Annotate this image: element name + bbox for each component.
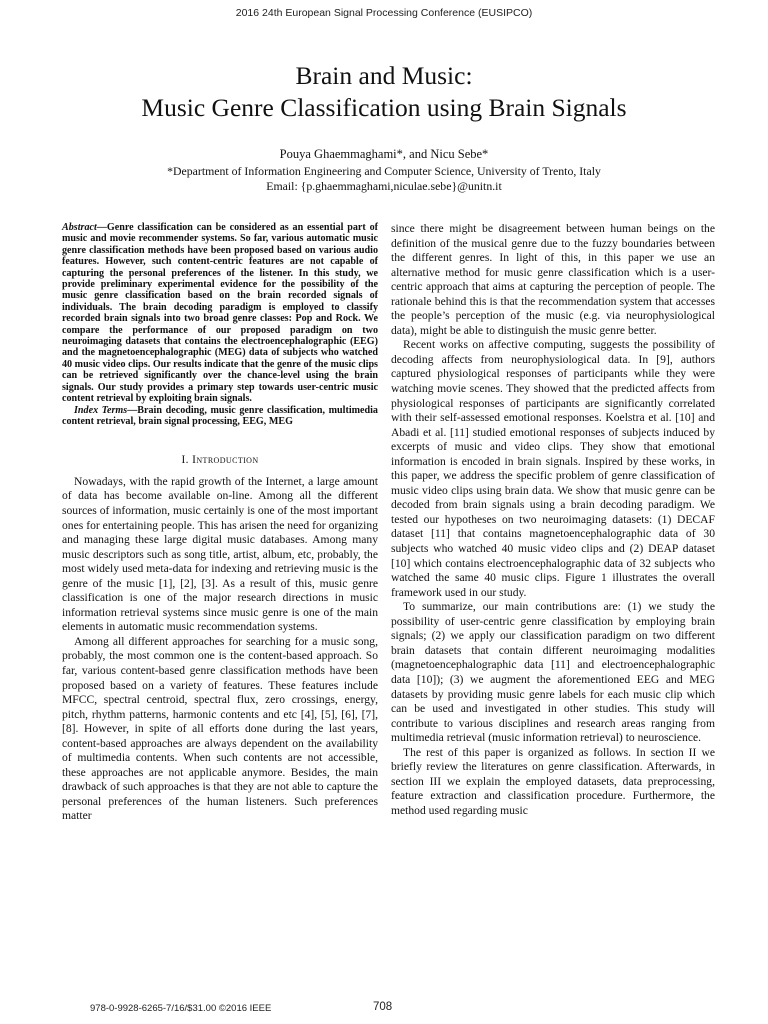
affiliation: *Department of Information Engineering and Computer Science, University of Trento, Italy (167, 164, 601, 178)
authors: Pouya Ghaemmaghami*, and Nicu Sebe* (279, 147, 489, 161)
paragraph: The rest of this paper is organized as follows. In section II we briefly review the literatures on genre classification. Afterwards, in section III we explain the employed datasets, data preprocessing, feature extraction and classification procedure. Furthermore, the method used regarding music (391, 745, 715, 817)
index-terms-text: —Brain decoding, music genre classification, multimedia content retrieval, brain signal processing, EEG, MEG (62, 404, 378, 427)
paragraph: Among all different approaches for searching for a music song, probably, the most common one is the content-based approach. So far, various content-based genre classification methods have been proposed based on a variety of features. These features include MFCC, spectral centroid, spectral flux, zero crossings, energy, pitch, rhythm patterns, harmonic contents and etc [4], [5], [6], [7], [8]. However, in spite of all efforts done during the last years, content-based approaches are always dependent on the availability of multimedia contents. When such contents are not accessible, these approaches are not applicable anymore. Besides, the main drawback of such approaches is that they are not able to capture the personal preferences of the human listeners. Such preferences matter (62, 634, 378, 823)
paper-title (0, 60, 768, 124)
index-terms-lead: Index Terms (74, 404, 128, 416)
index-terms (62, 405, 378, 428)
email: Email: {p.ghaemmaghami,niculae.sebe}@unitn.it (266, 179, 502, 193)
page-number: 708 (373, 1001, 393, 1013)
title-line-1: Brain and Music: (295, 61, 473, 90)
paragraph: Recent works on affective computing, suggests the possibility of decoding affects from neurophysiological data. In [9], authors captured physiological responses of participants while they were watching movie scenes. They showed that the predicted affects from physiological responses of participants are significantly correlated with their self-assessed emotional responses. Koelstra et al. [10] and Abadi et al. [11] studied emotional responses of subjects induced by excerpts of music and video clips. They show that emotional information is encoded in brain signals. Inspired by these works, in this paper, we address the specific problem of genre classification of music video clips using brain data. We show that music genre can be decoded from brain signals using a brain decoding paradigm. We tested our hypotheses on two neuroimaging datasets: (1) DECAF dataset [11] that contains magnetoencephalographic data of 30 subjects who watched 40 music video clips and (2) DEAP dataset [10] which contains electroencephalographic data of 32 subjects who watched the same 40 music clips. Figure 1 illustrates the overall framework used in our study. (391, 338, 715, 599)
paragraph: To summarize, our main contributions are: (1) we study the possibility of user-centric genre classification by employing brain signals; (2) we apply our classification paradigm on two different brain datasets that contain different neuroimaging modalities (magnetoencephalographic data [11] and electroencephalographic data [10]); (3) we augment the aforementioned EEG and MEG datasets by providing music genre labels for each music clip which can be used and investigated in other studies. This study will contribute to various disciplines and research areas ranging from multimedia retrieval (music information retrieval) to neuroscience. (391, 600, 715, 745)
abstract (62, 222, 378, 405)
abstract-text: —Genre classification can be considered as an essential part of music and movie recommender systems. So far, various automatic music genre classification methods have been proposed based on various audio features. However, such content-centric features are not capable of capturing the personal preferences of the listener. In this study, we provide preliminary experimental evidence for the possibility of the music genre classification based on the brain recorded signals of individuals. The brain decoding paradigm is employed to classify recorded brain signals into two broad genre classes: Pop and Rock. We compare the performance of our proposed paradigm on two neuroimaging datasets that contains the electroencephalographic (EEG) and the magnetoencephalographic (MEG) data of subjects who watched 40 music video clips. Our results indicate that the genre of the music clips can be retrieved significantly over the chance-level using the brain signals. Our study provides a primary step towards user-centric music content retrieval by exploiting brain signals. (62, 222, 378, 405)
abstract-lead: Abstract (62, 222, 97, 233)
paragraph: Nowadays, with the rapid growth of the Internet, a large amount of data has become available on-line. Among all the different sources of information, music certainly is one of the most important ones for entertaining people. This has arisen the need for organizing and managing these large digital music databases. Among many music descriptors such as song title, artist, album, etc, probably, the most widely used meta-data for indexing and retrieving music is the genre of the music [1], [2], [3]. As a result of this, music genre classification is one of the major research directions in music information retrieval systems since music genre is one of the main elements in automatic music recommendation systems. (62, 474, 378, 634)
conference-header: 2016 24th European Signal Processing Conference (EUSIPCO) (235, 7, 533, 19)
right-column (391, 222, 715, 818)
section-heading-introduction: I. Introduction (181, 454, 259, 467)
left-column (62, 222, 378, 824)
paragraph: since there might be disagreement between human beings on the definition of the musical genre due to the fuzzy boundaries between the different genres. In light of this, in this paper we use an alternative method for music genre classification which is a user-centric approach that aims at capturing the perception of people. The rationale behind this is that the recommendation system that accesses the people’s perception of the music (e.g. via neurophysiological data), might be able to distinguish the music genre better. (391, 222, 715, 337)
footer-copyright: 978-0-9928-6265-7/16/$31.00 ©2016 IEEE (90, 1003, 272, 1014)
title-line-2: Music Genre Classification using Brain Signals (141, 93, 627, 122)
